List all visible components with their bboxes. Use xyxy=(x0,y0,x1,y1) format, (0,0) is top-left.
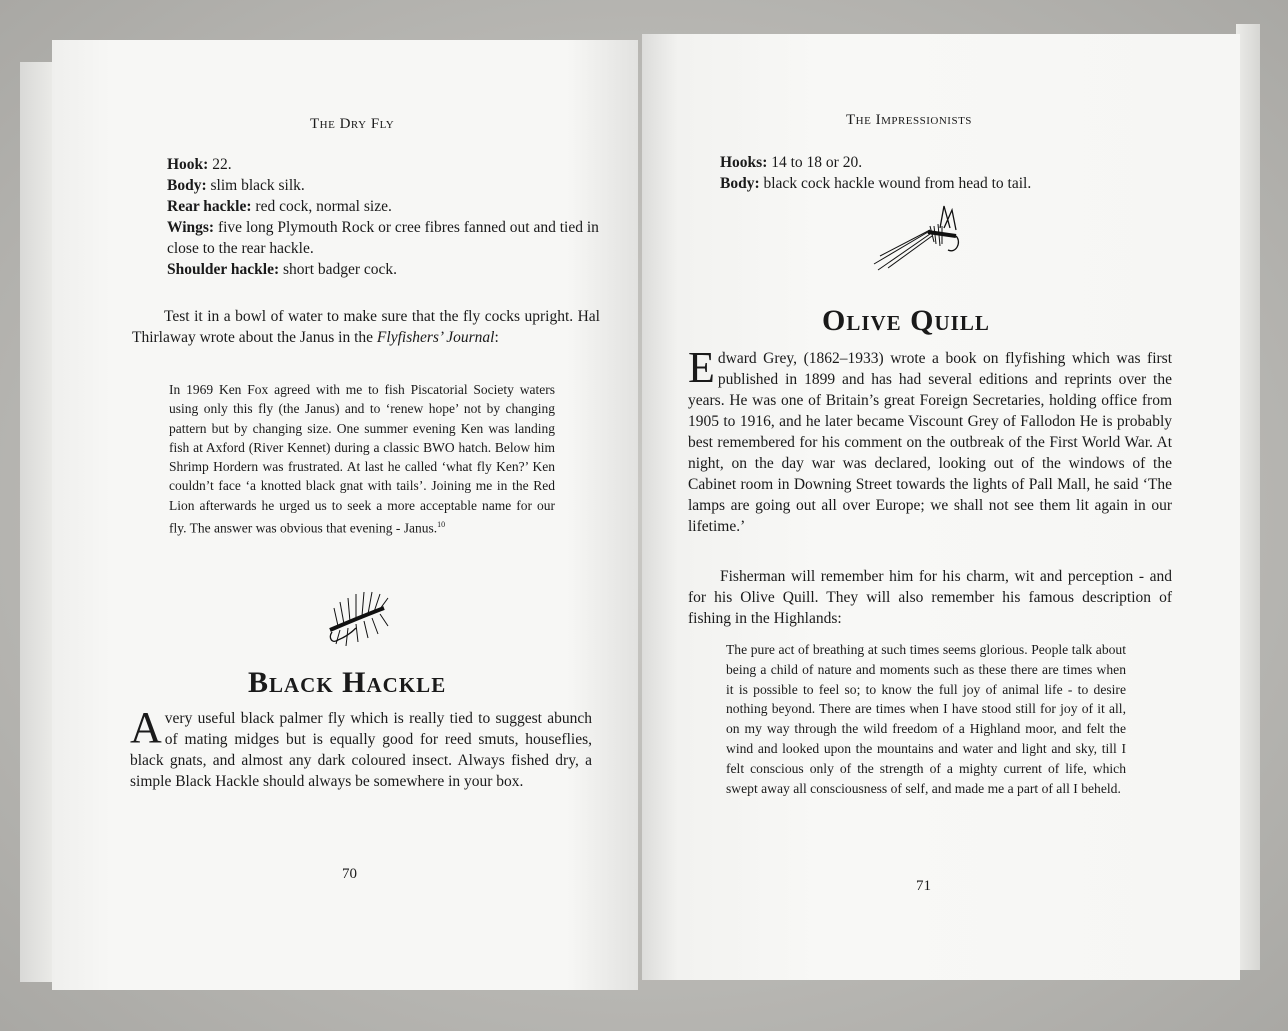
block-quote-right: The pure act of breathing at such times seems glorious. People talk about being a child of nature and moments such as these there are times when it is possible to feel so; to know the full joy of animal life - to desire nothing beyond. There are times when I have stood still for joy of it all, on my way through the wild freedom of a Highland moor, and felt the wind and looked upon the mountains and water and light and sky, till I felt conscious only of the strength of a mighty current of life, which swept away all consciousness of self, and made me a part of all I beheld. xyxy=(726,642,1126,796)
running-head-right: The Impressionists xyxy=(846,112,972,128)
page-number-right: 71 xyxy=(916,878,931,894)
recipe-line: Wings: five long Plymouth Rock or cree fibres fanned out and tied in close to the rear hackle. xyxy=(167,219,599,257)
fly-recipe-right xyxy=(720,152,1140,194)
left-page-stack xyxy=(20,62,56,982)
drop-cap: A xyxy=(130,703,162,752)
olive-quill-fly-icon xyxy=(870,204,980,284)
fly-recipe-left xyxy=(167,154,599,280)
recipe-line: Shoulder hackle: short badger cock. xyxy=(167,261,398,278)
recipe-line: Hook: 22. xyxy=(167,156,232,173)
recipe-line: Hooks: 14 to 18 or 20. xyxy=(720,154,863,171)
recipe-line: Body: black cock hackle wound from head to tail. xyxy=(720,175,1032,192)
black-hackle-fly-icon xyxy=(318,578,398,648)
page-number-left: 70 xyxy=(342,866,357,882)
running-head-left: The Dry Fly xyxy=(310,116,395,132)
intro-paragraph: Test it in a bowl of water to make sure that the fly cocks upright. Hal Thirlaway wrote about the Janus in the Flyfishers’ Journal: xyxy=(132,308,600,346)
recipe-line: Body: slim black silk. xyxy=(167,177,305,194)
block-quote-left: In 1969 Ken Fox agreed with me to fish Piscatorial Society waters using only this fly (the Janus) and to ‘renew hope’ not by changing pattern but by changing size. One summer evening Ken was landing fish at Axford (River Kennet) during a classic BWO hatch. Below him Shrimp Hordern was frustrated. At last he called ‘what fly Ken?’ Ken couldn’t face ‘a knotted black gnat with tails’. Joining me in the Red Lion afterwards he urged us to seek a more acceptable name for our fly. The answer was obvious that evening - Janus.$^{10}$ xyxy=(169,382,555,536)
olive-quill-paragraph: Edward Grey, (1862–1933) wrote a book on flyfishing which was first published in 1899 and has had several editions and reprints over the years. He was one of Britain’s great Foreign Secretaries, holding office from 1905 to 1916, and he later became Viscount Grey of Fallodon He is probably best remembered for his comment on the outbreak of the First World War. At night, on the day war was declared, looking out of the windows of the Cabinet room in Downing Street towards the lights of Pall Mall, he said ‘The lamps are going out all over Europe; we shall not see them lit again in our lifetime.’ xyxy=(688,343,1172,535)
olive-quill-paragraph-2: Fisherman will remember him for his charm, wit and perception - and for his Olive Quill. They will also remember his famous description of fishing in the Highlands: xyxy=(688,568,1172,627)
section-title-olive-quill: Olive Quill xyxy=(822,304,990,337)
drop-cap: E xyxy=(688,343,715,392)
section-title-black-hackle: Black Hackle xyxy=(248,666,447,699)
right-page xyxy=(642,34,1240,980)
recipe-line: Rear hackle: red cock, normal size. xyxy=(167,198,392,215)
left-page xyxy=(52,40,638,990)
black-hackle-paragraph: Avery useful black palmer fly which is really tied to suggest abunch of mating midges but is equally good for reed smuts, houseflies, black gnats, and almost any dark coloured insect. Always fished dry, a simple Black Hackle should always be somewhere in your box. xyxy=(130,703,592,790)
